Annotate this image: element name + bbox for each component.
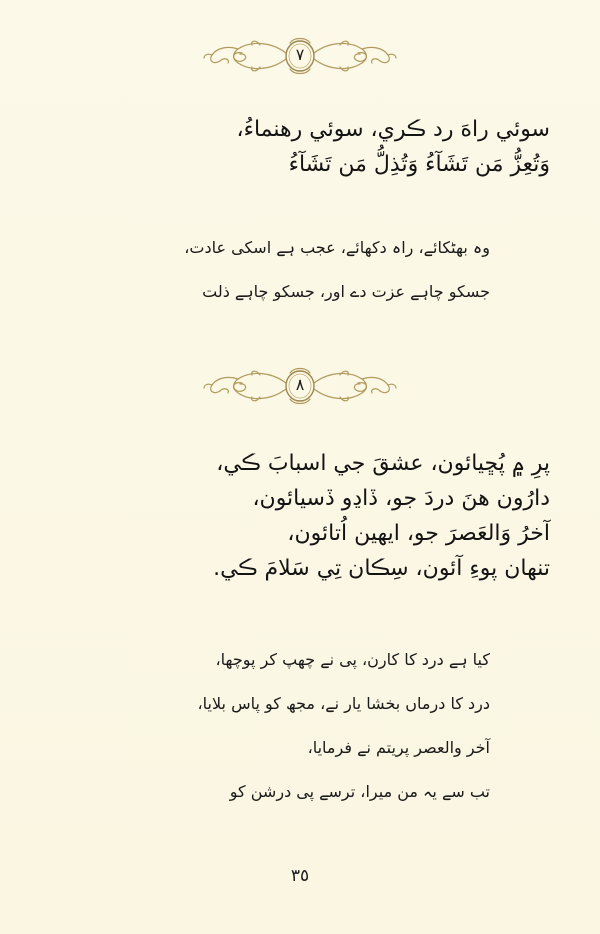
urdu-translation-7 — [184, 226, 490, 314]
section-number: ٧ — [295, 45, 305, 64]
translation-line: جسکو چاہے عزت دے اور، جسکو چاہے ذلت — [202, 282, 490, 301]
verse-line: آخرُ وَالعَصرَ جو، ايهين اُتائون، — [287, 521, 550, 546]
section-number: ٨ — [295, 375, 305, 394]
translation-line: کیا ہے درد کا کارن، پی نے چھپ کر پوچھا، — [215, 650, 490, 669]
translation-line: آخر والعصر پریتم نے فرمایا، — [307, 738, 490, 757]
translation-line: درد کا درماں بخشا یار نے، مجھ کو پاس بلایا، — [197, 694, 490, 713]
sindhi-verse-7 — [40, 112, 550, 182]
verse-line: تنهان پوءِ آئون، سِڪان تِي سَلامَ ڪي. — [213, 556, 550, 581]
verse-line: دارُون هنَ دردَ جو، ڏاڍو ڏسيائون، — [252, 486, 550, 511]
page-number: ٣٥ — [290, 866, 310, 886]
verse-line: پرِ ۾ پُڇيائون، عشقَ جي اسبابَ ڪي، — [216, 451, 550, 476]
verse-line: سوئي راهَ رد ڪري، سوئي رهنماءُ، — [236, 117, 550, 142]
verse-line: وَتُعِزُّ مَن تَشَآءُ وَتُذِلُّ مَن تَشَآءُ — [288, 152, 550, 177]
translation-line: وہ بھٹکائے، راہ دکھائے، عجب ہے اسکی عادت، — [184, 238, 490, 257]
urdu-translation-8 — [197, 638, 490, 814]
section-ornament-7 — [200, 31, 400, 81]
sindhi-verse-8 — [40, 446, 550, 586]
translation-line: تب سے یہ من میرا، ترسے پی درشن کو — [229, 782, 490, 801]
section-ornament-8 — [200, 361, 400, 411]
